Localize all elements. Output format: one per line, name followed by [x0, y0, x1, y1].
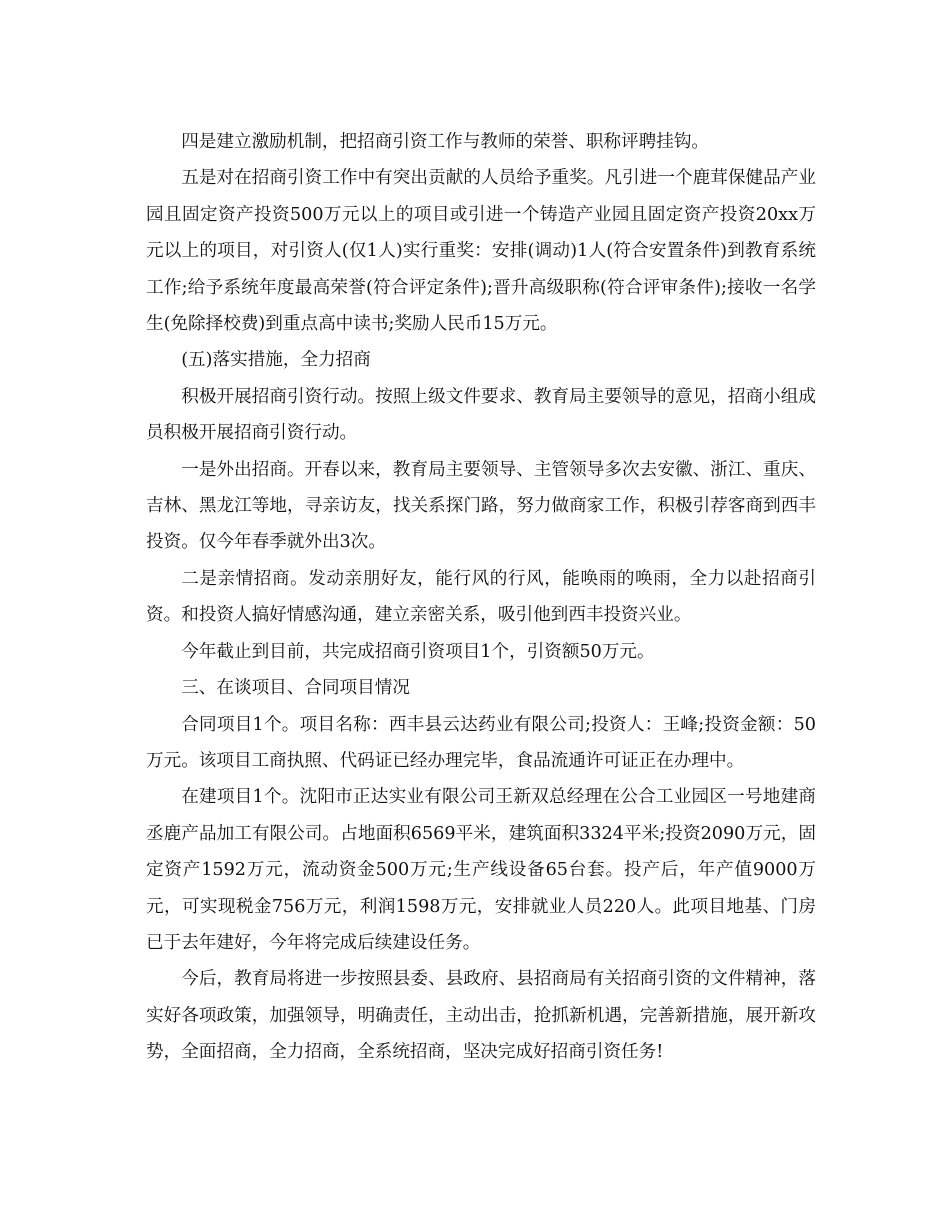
paragraph-contract-project: 合同项目1个。项目名称：西丰县云达药业有限公司;投资人：王峰;投资金额：50万元。该项目工商执照、代码证已经办理完毕，食品流通许可证正在办理中。: [146, 714, 816, 771]
paragraph-future-plans: 今后，教育局将进一步按照县委、县政府、县招商局有关招商引资的文件精神，落实好各项政策，加强领导，明确责任，主动出击，抢抓新机遇，完善新措施，展开新攻势，全面招商，全力招商，全系统招商，坚决完成好招商引资任务!: [146, 969, 816, 1063]
section-heading-measures: (五)落实措施，全力招商: [181, 350, 371, 371]
paragraph-incentive-mechanism: 四是建立激励机制，把招商引资工作与教师的荣誉、职称评聘挂钩。: [181, 132, 710, 152]
paragraph-family-investment: 二是亲情招商。发动亲朋好友，能行风的行风，能唤雨的唤雨，全力以赴招商引资。和投资人搞好情感沟通，建立亲密关系，吸引他到西丰投资兴业。: [146, 568, 816, 626]
paragraph-year-summary: 今年截止到目前，共完成招商引资项目1个，引资额50万元。: [181, 641, 655, 662]
paragraph-outbound-investment: 一是外出招商。开春以来，教育局主要领导、主管领导多次去安徽、浙江、重庆、吉林、黑龙江等地，寻亲访友，找关系探门路，努力做商家工作，积极引荐客商到西丰投资。仅今年春季就外出3次。: [146, 459, 816, 553]
section-heading-projects: 三、在谈项目、合同项目情况: [181, 678, 410, 699]
document-body: [146, 124, 816, 1071]
paragraph-construction-project: 在建项目1个。沈阳市正达实业有限公司王新双总经理在公合工业园区一号地建商丞鹿产品加工有限公司。占地面积6569平米，建筑面积3324平米;投资2090万元，固定资产1592万元，流动资金500万元;生产线设备65台套。投产后，年产值9000万元，可实现税金756万元，利润1598万元，安排就业人员220人。此项目地基、门房已于去年建好，今年将完成后续建设任务。: [146, 787, 816, 953]
paragraph-investment-action: 积极开展招商引资行动。按照上级文件要求、教育局主要领导的意见，招商小组成员积极开展招商引资行动。: [146, 386, 816, 444]
paragraph-rewards: 五是对在招商引资工作中有突出贡献的人员给予重奖。凡引进一个鹿茸保健品产业园且固定资产投资500万元以上的项目或引进一个铸造产业园且固定资产投资20xx万元以上的项目，对引资人(仅1人)实行重奖：安排(调动)1人(符合安置条件)到教育系统工作;给予系统年度最高荣誉(符合评定条件);晋升高级职称(符合评审条件);接收一名学生(免除择校费)到重点高中读书;奖励人民币15万元。: [146, 168, 816, 335]
